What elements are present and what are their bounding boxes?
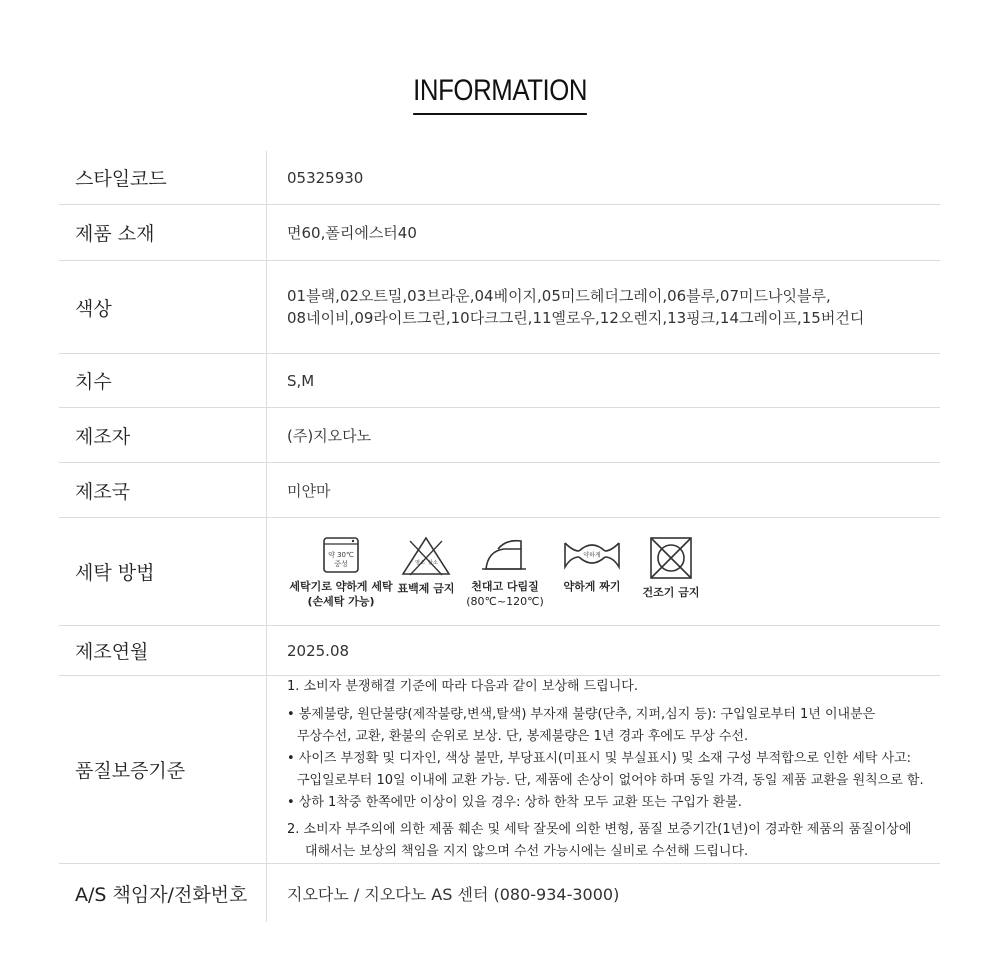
care-item-dryer (633, 535, 709, 600)
iron-icon (476, 535, 534, 575)
no-tumble-dry-icon (648, 535, 694, 581)
quality-line: 무상수선, 교환, 환불의 순위로 보상. 단, 봉제불량은 1년 경과 후에도 무상 수선. (297, 728, 749, 744)
row-as (59, 864, 940, 922)
care-caption-line: 세탁기로 약하게 세탁 (289, 579, 393, 593)
page-title-wrap (0, 72, 1000, 115)
row-style-code (59, 151, 940, 205)
quality-value (267, 676, 940, 863)
care-caption (564, 579, 621, 594)
color-line-1: 01블랙,02오트밀,03브라운,04베이지,05미드헤더그레이,06블루,07미드나잇블루, (287, 287, 831, 305)
care-caption-line: 표백제 금지 (397, 581, 455, 595)
style-code-value: 05325930 (287, 168, 364, 187)
care-item-wring (551, 535, 633, 594)
info-table (59, 151, 940, 922)
washing-machine-icon (321, 535, 361, 575)
manufacturer-value: (주)지오다노 (287, 426, 372, 445)
page-title: INFORMATION (413, 72, 587, 115)
wash-detergent-text: 중성 (334, 559, 348, 568)
as-value: 지오다노 / 지오다노 AS 센터 (080-934-3000) (287, 884, 620, 904)
quality-line: • 사이즈 부정확 및 디자인, 색상 불만, 부당표시(미표시 및 부실표시) 및 소재 구성 부적합으로 인한 세탁 사고: (287, 750, 912, 766)
row-washing (59, 518, 940, 626)
color-line-2: 08네이비,09라이트그린,10다크그린,11옐로우,12오렌지,13핑크,14그레이프,15버건디 (287, 309, 865, 327)
row-label: A/S 책임자/전화번호 (59, 864, 267, 922)
row-manufacturer (59, 408, 940, 463)
quality-line: 대해서는 보상의 책임을 지지 않으며 수선 가능시에는 실비로 수선해 드립니다. (305, 844, 749, 859)
care-caption (398, 581, 455, 596)
date-value: 2025.08 (287, 641, 350, 660)
bleach-oxygen-text: 산소 (428, 559, 438, 566)
bleach-chlorine-text: 염소 (415, 559, 425, 566)
row-label: 품질보증기준 (59, 676, 267, 863)
color-value (267, 261, 940, 353)
washing-value (267, 518, 940, 625)
row-date (59, 626, 940, 676)
country-value: 미얀마 (287, 481, 331, 500)
care-caption-line: (손세탁 가능) (307, 594, 375, 608)
care-item-bleach (393, 535, 459, 596)
care-caption-line: 건조기 금지 (642, 585, 700, 599)
care-caption-line: (80℃~120℃) (466, 594, 544, 608)
care-caption (466, 579, 544, 609)
row-material (59, 205, 940, 261)
row-label: 치수 (59, 354, 267, 407)
care-item-iron (459, 535, 551, 609)
row-label: 세탁 방법 (59, 518, 267, 625)
care-caption (289, 579, 392, 609)
size-value: S,M (287, 371, 315, 390)
quality-line: 구입일로부터 10일 이내에 교환 가능. 단, 제품에 손상이 없어야 하며 동일 가격, 동일 제품 교환을 원칙으로 함. (297, 772, 924, 788)
row-label: 색상 (59, 261, 267, 353)
no-bleach-icon (400, 535, 452, 577)
row-size (59, 354, 940, 408)
material-value: 면60,폴리에스터40 (287, 224, 417, 242)
row-country (59, 463, 940, 518)
quality-line: 2. 소비자 부주의에 의한 제품 훼손 및 세탁 잘못에 의한 변형, 품질 보증기간(1년)이 경과한 제품의 품질이상에 (287, 822, 912, 837)
quality-line: 1. 소비자 분쟁해결 기준에 따라 다음과 같이 보상해 드립니다. (287, 679, 638, 694)
care-item-wash (289, 535, 393, 609)
row-label: 제품 소재 (59, 205, 267, 260)
care-caption-line: 천대고 다림질 (471, 579, 539, 593)
quality-line: • 상하 1착중 한쪽에만 이상이 있을 경우: 상하 한착 모두 교환 또는 구입가 환불. (287, 794, 742, 810)
row-quality (59, 676, 940, 864)
row-label: 제조연월 (59, 626, 267, 675)
row-label: 제조자 (59, 408, 267, 462)
row-color (59, 261, 940, 354)
wring-text: 약하게 (583, 551, 601, 559)
row-label: 스타일코드 (59, 151, 267, 204)
care-caption-line: 약하게 짜기 (563, 579, 621, 593)
wash-temp-text: 약 30℃ (328, 550, 354, 559)
row-label: 제조국 (59, 463, 267, 517)
quality-line: • 봉제불량, 원단불량(제작불량,변색,탈색) 부자재 불량(단추, 지퍼,심지 등): 구입일로부터 1년 이내분은 (287, 706, 876, 722)
care-icon-list (289, 535, 709, 609)
care-caption (643, 585, 700, 600)
gentle-wring-icon (561, 535, 623, 575)
